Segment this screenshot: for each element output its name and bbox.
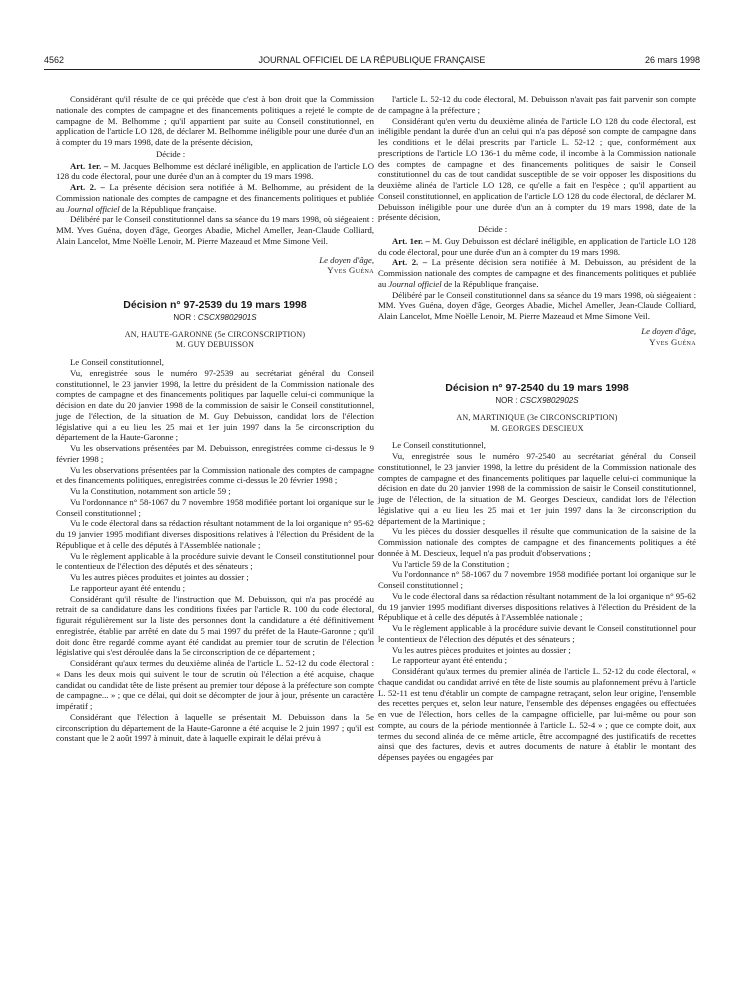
body-paragraph: Le rapporteur ayant été entendu ; [392,655,508,666]
issue-date: 26 mars 1998 [644,55,700,65]
article-1 [378,236,696,258]
body-paragraph: Vu les pièces du dossier desquelles il résulte que communication de la saisine de la Commission nationale des comptes de campagne et des financements politiques a été donnée à M. Descieux, lequel n'a pas produit d'observations ; [378,526,696,558]
article-1 [56,161,374,183]
continued-text [378,94,696,223]
circonscription-line: AN, MARTINIQUE (3e CIRCONSCRIPTION) [456,412,618,422]
body-paragraph: Vu le code électoral dans sa rédaction résultant notamment de la loi organique n° 95-62 du 19 janvier 1995 modifiant diverses dispositions relatives à l'élection du Président de la République et à celle des députés à l'Assemblée nationale ; [56,518,374,550]
body-paragraph: Vu la Constitution, notamment son article 59 ; [70,486,231,496]
body-paragraph: Vu, enregistrée sous le numéro 97-2540 au secrétariat général du Conseil constitutionnel, le 23 janvier 1998, la lettre du président de la Commission nationale des comptes de campagne et des financements politiques par laquelle celui-ci communique la décision en date du 20 janvier 1998 de la commission de saisir le Conseil constitutionnel, juge de l'élection, de la situation de M. Georges Descieux, candidat lors de l'élection législative qui a eu lieu les 25 mai et 1er juin 1997 dans la 3e circonscription du département de la Martinique ; [378,451,696,526]
article-1-label: Art. 1er. – [392,235,430,246]
body-paragraph: Considérant qu'il résulte de l'instruction que M. Debuisson, qui n'a pas procédé au retrait de sa candidature dans les conditions fixées par l'article R. 100 du code électoral, figurait régulièrement sur la liste des personnes dont la candidature a été définitivement enregistrée, établie par arrêté en date du 5 mai 1997 du préfet de la Haute-Garonne ; qu'il doit donc être regardé comme ayant été candidat au premier tour de scrutin de l'élection législative qui s'est déroulée dans la 5e circonscription de ce département ; [56,593,374,658]
article-2-text: La présente décision sera notifiée à M. Debuisson, au président de la Commission nationale des comptes de campagne et des financements politiques et publiée au [378,257,697,289]
deliberation-paragraph: Délibéré par le Conseil constitutionnel dans sa séance du 19 mars 1998, où siégeaient : MM. Yves Guéna, doyen d'âge, Georges Abadie, Michel Ameller, Jean-Claude Colliard, Alain Lancelot, Mme Noëlle Lenoir, M. Pierre Mazeaud et Mme Simone Veil. [378,289,696,321]
signature-role: Le doyen d'âge, [641,325,696,336]
decision-body [56,357,374,744]
body-paragraph: Vu l'article 59 de la Constitution ; [392,558,510,569]
body-paragraph: Vu les observations présentées par M. Debuisson, enregistrées comme ci-dessus le 9 février 1998 ; [56,443,374,464]
body-paragraph: Considérant qu'aux termes du premier alinéa de l'article L. 52-12 du code électoral, « chaque candidat ou candidat arrivé en tête de liste soumis au plafonnement prévu à l'article L. 52-11 est tenu d'établir un compte de campagne retraçant, selon leur origine, l'ensemble des recettes perçues et, selon leur nature, l'ensemble des dépenses engagées ou effectuées en vue de l'élection, hors celles de la campagne officielle, par lui-même ou pour son compte, au cours de la période mentionnée à l'article L. 52-4 » ; que ce compte doit, aux termes du second alinéa de ce même article, être accompagné des justificatifs de recettes ainsi que des factures, devis et autres documents de nature à établir le montant des dépenses payées ou engagées par [378,666,696,762]
nor-code: CSCX9802901S [197,312,257,322]
article-1-text: M. Jacques Belhomme est déclaré inéligible, en application de l'article LO 128 du code électoral, pour une durée d'un an à compter du 19 mars 1998. [56,160,374,182]
body-paragraph: Considérant que l'élection à laquelle se présentait M. Debuisson dans la 5e circonscription du département de la Haute-Garonne a été acquise le 2 juin 1997 ; qu'il est constant que le 2 août 1997 à minuit, date à laquelle expirait le délai prévu à [56,711,374,744]
signature-name: Yves Guéna [327,265,374,276]
article-2 [56,182,374,214]
right-column [378,94,696,763]
nor-code: CSCX9802902S [519,396,579,405]
body-paragraph: Vu les autres pièces produites et jointes au dossier ; [392,644,571,655]
nor-label: NOR : [173,312,196,322]
circonscription-line: AN, HAUTE-GARONNE (5e CIRCONSCRIPTION) [124,329,306,339]
body-paragraph: Le rapporteur ayant été entendu ; [70,582,186,593]
signature-name: Yves Guéna [649,336,696,347]
body-paragraph: l'article L. 52-12 du code électoral, M. Debuisson n'avait pas fait parvenir son compte de campagne à la préfecture ; [378,94,696,115]
nor-reference [378,396,696,407]
body-paragraph: Considérant qu'aux termes du deuxième alinéa de l'article L. 52-12 du code électoral : « Dans les deux mois qui suivent le tour de scrutin où l'élection a été acquise, chaque candidat ou candidat tête de liste présent au premier tour dépose à la préfecture son compte de campagne... » ; que ce délai, qui doit se décompter de jour à jour, présente un caractère impératif ; [56,658,374,711]
body-paragraph: Vu les autres pièces produites et jointes au dossier ; [70,572,249,582]
decide-heading: Décide : [478,224,508,234]
candidate-name: M. GEORGES DESCIEUX [490,423,584,433]
article-2-text-end: de la République française. [121,203,217,214]
article-1-text: M. Guy Debuisson est déclaré inéligible, en application de l'article LO 128 du code électoral, pour une durée d'un an à compter du 19 mars 1998. [378,235,697,257]
nor-label: NOR : [495,396,518,405]
journal-officiel-ref: Journal officiel [66,203,120,214]
considerant-paragraph: Considérant qu'il résulte de ce qui précède que c'est à bon droit que la Commission nationale des comptes de campagne et des financements politiques a rejeté le compte de campagne de M. Belhomme ; qu'il appartient par suite au Conseil constitutionnel, en application de l'article LO 128, de déclarer M. Belhomme inéligible pour une durée d'un an à compter du 19 mars 1998, date de la présente décision, [56,94,374,147]
decide-heading: Décide : [156,148,186,159]
body-paragraph: Vu l'ordonnance n° 58-1067 du 7 novembre 1958 modifiée portant loi organique sur le Conseil constitutionnel ; [56,496,374,518]
article-2-text-end: de la République française. [443,278,539,289]
journal-title: JOURNAL OFFICIEL DE LA RÉPUBLIQUE FRANÇAISE [258,55,486,65]
body-paragraph: Vu le règlement applicable à la procédure suivie devant le Conseil constitutionnel pour le contentieux de l'élection des députés et des sénateurs ; [56,550,374,572]
body-paragraph: Considérant qu'en vertu du deuxième alinéa de l'article LO 128 du code électoral, est inéligible pendant la durée d'un an celui qui n'a pas déposé son compte de campagne dans les conditions et le délai prescrits par l'article L. 52-12 ; que, conformément aux prescriptions de l'article LO 136-1 du même code, il incombe à la Commission nationale des comptes de campagne et des financements politiques de saisir le Conseil constitutionnel du cas de tout candidat susceptible de se voir opposer les dispositions du deuxième alinéa de l'article LO 128, ce qu'elle a fait en l'espèce ; qu'il appartient au Conseil constitutionnel, en application de l'article LO 128 du code électoral, de déclarer M. Debuisson inéligible pour une durée d'un an à compter du 19 mars 1998, date de la présente décision, [378,115,696,223]
article-2-text: La présente décision sera notifiée à M. Belhomme, au président de la Commission nationale des comptes de campagne et des financements politiques et publiée au [56,182,375,214]
candidate-name: M. GUY DEBUISSON [175,340,255,350]
body-paragraph: Le Conseil constitutionnel, [392,440,486,451]
left-column [56,94,374,744]
body-paragraph: Vu, enregistrée sous le numéro 97-2539 au secrétariat général du Conseil constitutionnel, le 23 janvier 1998, la lettre du président de la Commission nationale des comptes de campagne et des financements politiques par laquelle celui-ci communique la décision en date du 20 janvier 1998 de la commission de saisir le Conseil constitutionnel, juge de l'élection, de la situation de M. Guy Debuisson, candidat lors de l'élection législative qui a eu lieu les 25 mai et 1er juin 1997 dans la 5e circonscription du département de la Haute-Garonne ; [56,367,374,443]
page-number: 4562 [44,55,65,65]
journal-officiel-ref: Journal officiel [388,278,442,289]
decision-body [378,440,696,763]
decision-title: Décision n° 97-2539 du 19 mars 1998 [123,299,307,311]
body-paragraph: Vu l'ordonnance n° 58-1067 du 7 novembre 1958 modifiée portant loi organique sur le Conseil constitutionnel ; [378,569,696,590]
article-1-label: Art. 1er. – [70,160,109,171]
article-2-label: Art. 2. – [392,257,428,268]
decision-title: Décision n° 97-2540 du 19 mars 1998 [445,382,629,395]
page-header [44,55,700,70]
body-paragraph: Vu le règlement applicable à la procédure suivie devant le Conseil constitutionnel pour le contentieux de l'élection des députés et des sénateurs ; [378,623,696,644]
article-2 [378,257,696,289]
article-2-label: Art. 2. – [70,182,105,192]
body-paragraph: Le Conseil constitutionnel, [70,357,164,367]
signature-role: Le doyen d'âge, [319,254,374,265]
deliberation-paragraph: Délibéré par le Conseil constitutionnel dans sa séance du 19 mars 1998, où siégeaient : MM. Yves Guéna, doyen d'âge, Georges Abadie, Michel Ameller, Jean-Claude Colliard, Alain Lancelot, Mme Noëlle Lenoir, M. Pierre Mazeaud et Mme Simone Veil. [56,214,374,246]
body-paragraph: Vu les observations présentées par la Commission nationale des comptes de campagne et des financements politiques, enregistrées comme ci-dessus le 20 février 1998 ; [56,464,374,486]
nor-reference [56,313,374,324]
body-paragraph: Vu le code électoral dans sa rédaction résultant notamment de la loi organique n° 95-62 du 19 janvier 1995 modifiant diverses dispositions relatives à l'élection du Président de la République et à celle des députés à l'Assemblée nationale ; [378,590,696,623]
